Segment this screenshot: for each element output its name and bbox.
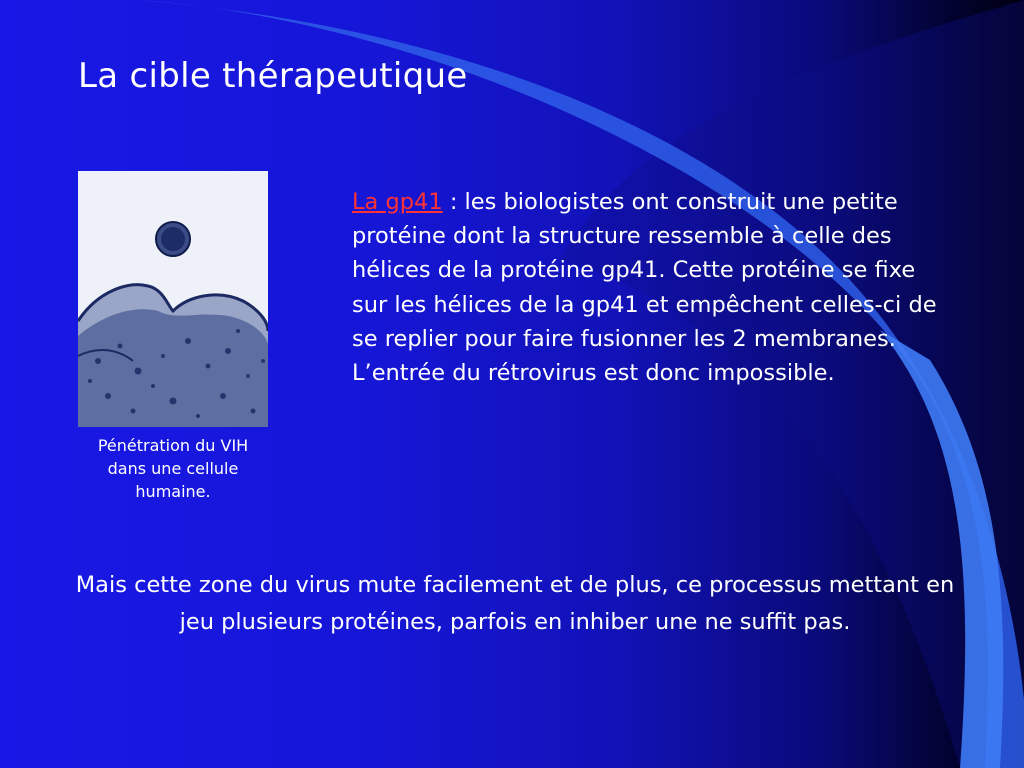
conclusion-paragraph: Mais cette zone du virus mute facilement et de plus, ce processus mettant en jeu plusieurs protéines, parfois en inhiber une ne suffit pas.: [75, 572, 955, 635]
figure-caption: Pénétration du VIH dans une cellule humaine.: [97, 436, 249, 501]
main-paragraph-text: : les biologistes ont construit une petite protéine dont la structure ressemble à celle des hélices de la protéine gp41. Cette protéine se fixe sur les hélices de la gp41 et empêchent celles-ci de se replier pour faire fusionner les 2 membranes. L’entrée du rétrovirus est donc impossible.: [352, 189, 937, 387]
slide-title: La cible thérapeutique: [78, 56, 468, 96]
gp41-link[interactable]: La gp41: [352, 189, 443, 215]
main-paragraph: [352, 185, 952, 390]
hiv-micrograph-image: [78, 171, 268, 427]
